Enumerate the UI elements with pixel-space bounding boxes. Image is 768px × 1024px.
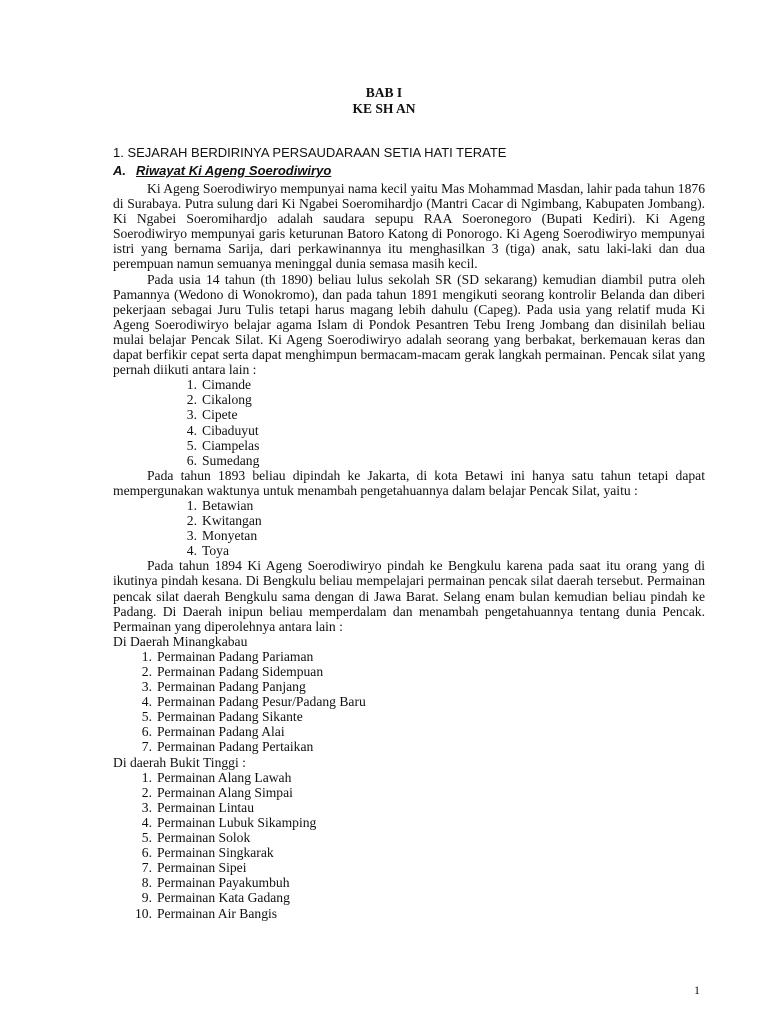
list-item-number: 9. [141,890,152,906]
list-item-number: 3. [186,407,197,423]
list-item-number: 5. [141,709,152,725]
list-item [113,407,705,422]
list-item-number: 6. [141,724,152,740]
list-item-text: Permainan Singkarak [157,845,274,861]
list-item-text: Sumedang [202,452,260,468]
list-item [113,513,705,528]
list-item [113,664,705,679]
minangkabau-list [113,649,705,755]
list-item [113,860,705,875]
list-item-text: Cikalong [202,392,252,408]
list-item [113,875,705,890]
list-item-text: Cipete [202,407,238,423]
list-item [113,709,705,724]
list-item [113,770,705,785]
list-item-number: 2. [186,513,197,529]
chapter-label: BAB I [365,85,403,100]
paragraph-3: Pada tahun 1893 beliau dipindah ke Jakarta, di kota Betawi ini hanya satu tahun tetapi dapat mempergunakan waktunya untuk menambah pengetahuannya dalam belajar Pencak Silat, yaitu : [113,467,705,498]
list-item-text: Ciampelas [202,437,260,453]
section-heading: 1. SEJARAH BERDIRINYA PERSAUDARAAN SETIA HATI TERATE [113,145,507,160]
list-item-number: 3. [141,799,152,815]
list-item-text: Permainan Lubuk Sikamping [157,814,317,830]
chapter-title: KE SH AN [352,101,416,116]
list-item-text: Permainan Padang Panjang [157,679,306,695]
list-item-text: Permainan Padang Sidempuan [157,664,324,679]
list-item-number: 3. [141,679,152,695]
list-item-text: Permainan Alang Lawah [157,769,292,785]
list-item-number: 2. [186,392,197,408]
list-item-number: 4. [141,694,152,710]
list-item-number: 2. [141,784,152,800]
list-item-number: 7. [141,739,152,755]
list-item-number: 7. [141,860,152,876]
list-item [113,906,705,921]
list-item [113,739,705,754]
list-item [113,423,705,438]
paragraph-1: Ki Ageng Soerodiwiryo mempunyai nama kecil yaitu Mas Mohammad Masdan, lahir pada tahun 1876 di Surabaya. Putra sulung dari Ki Ngabei Soeromihardjo (Mantri Cacar di Ngimbang, Kabupaten Jombang). Ki Ngabei Soeromihardjo adalah saudara sepupu RAA Soeronegoro (Bupati Kediri). Ki Ageng Soerodiwiryo mempunyai garis keturunan Batoro Katong di Ponorogo. Ki Ageng Soerodiwiryo mempunyai istri yang bernama Sarija, dari perkawinannya itu menghasilkan 3 (tiga) anak, satu laki-laki dan dua perempuan namun semuanya meninggal dunia semasa masih kecil. [113,181,705,272]
list-item-number: 1. [186,497,197,513]
list-item-text: Permainan Lintau [157,799,255,815]
list-item [113,785,705,800]
list-item [113,890,705,905]
region-2-label: Di daerah Bukit Tinggi : [113,754,246,770]
list-item-number: 1. [141,648,152,664]
subsection-title: Riwayat Ki Ageng Soerodiwiryo [136,163,332,178]
list-item [113,694,705,709]
subsection-letter: A. [113,163,126,178]
list-item-number: 1. [141,769,152,785]
list-item [113,453,705,468]
paragraph-4: Pada tahun 1894 Ki Ageng Soerodiwiryo pindah ke Bengkulu karena pada saat itu orang yang di ikutinya pindah kesana. Di Bengkulu beliau mempelajari permainan pencak silat daerah tersebut. Permainan pencak silat daerah Bengkulu sama dengan di Jawa Barat. Selang enam bulan kemudian beliau pindah ke Padang. Di Daerah inipun beliau memperdalam dan menambah pengetahuannya tentang dunia Pencak. Permainan yang diperolehnya antara lain : [113,558,705,634]
list-item-text: Permainan Solok [157,830,251,846]
list-item [113,724,705,739]
list-item [113,800,705,815]
list-item-text: Permainan Padang Pertaikan [157,739,314,755]
list-item [113,438,705,453]
list-item-number: 6. [186,452,197,468]
list-item-number: 2. [141,664,152,679]
list-item [113,377,705,392]
silat-list-2 [113,498,705,558]
list-item-text: Permainan Padang Pesur/Padang Baru [157,694,366,710]
list-item-text: Toya [202,543,229,559]
list-item-text: Kwitangan [202,513,262,529]
list-item-number: 1. [186,377,197,393]
subsection-heading [113,163,331,178]
page-number: 1 [694,983,700,997]
list-item-text: Permainan Padang Pariaman [157,648,314,664]
list-item-number: 5. [141,830,152,846]
list-item-text: Betawian [202,497,254,513]
list-item-text: Permainan Padang Sikante [157,709,303,725]
bukit-tinggi-list [113,770,705,921]
list-item-number: 10. [135,905,152,921]
list-item-text: Permainan Kata Gadang [157,890,290,906]
list-item-text: Permainan Sipei [157,860,247,876]
region-1-label: Di Daerah Minangkabau [113,633,248,649]
list-item [113,649,705,664]
list-item-number: 4. [186,543,197,559]
list-item [113,830,705,845]
list-item [113,815,705,830]
list-item-text: Cibaduyut [202,422,259,438]
list-item [113,679,705,694]
list-item-text: Permainan Padang Alai [157,724,285,740]
list-item-number: 4. [186,422,197,438]
list-item-text: Monyetan [202,528,258,544]
list-item-text: Permainan Alang Simpai [157,784,293,800]
list-item [113,528,705,543]
list-item-number: 5. [186,437,197,453]
list-item-number: 6. [141,845,152,861]
list-item [113,845,705,860]
document-body [113,181,705,921]
paragraph-2: Pada usia 14 tahun (th 1890) beliau lulus sekolah SR (SD sekarang) kemudian diambil putra oleh Pamannya (Wedono di Wonokromo), dan pada tahun 1891 mengikuti seorang kontrolir Belanda dan diberi pekerjaan sebagai Juru Tulis tetapi harus magang lebih dahulu (Capeg). Pada usia yang relatif muda Ki Ageng Soerodiwiryo belajar agama Islam di Pondok Pesantren Tebu Ireng Jombang dan disinilah beliau mulai belajar Pencak Silat. Ki Ageng Soerodiwiryo adalah seorang yang berbakat, berkemauan keras dan dapat berfikir cepat serta dapat menghimpun bermacam-macam gerak langkah permainan. Pencak silat yang pernah diikuti antara lain : [113,271,705,378]
list-item-text: Permainan Payakumbuh [157,875,290,891]
silat-list-1 [113,377,705,468]
list-item-number: 4. [141,814,152,830]
list-item-text: Cimande [202,377,252,393]
list-item [113,392,705,407]
list-item-number: 8. [141,875,152,891]
list-item [113,498,705,513]
list-item [113,543,705,558]
list-item-number: 3. [186,528,197,544]
list-item-text: Permainan Air Bangis [157,905,278,921]
